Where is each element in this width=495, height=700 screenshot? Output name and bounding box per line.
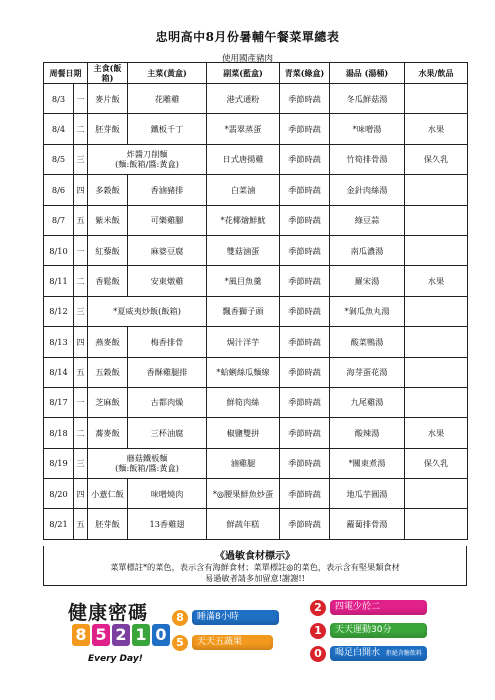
cell-fruit [405,387,468,417]
cell-side: 白菜滷 [207,175,280,205]
health-banner [60,596,440,686]
cell-veg: 季節時蔬 [280,327,330,357]
cell-weekday: 三 [74,144,88,174]
cell-veg: 季節時蔬 [280,114,330,144]
item-number: 0 [310,646,326,662]
table-row [44,479,468,509]
cell-veg: 季節時蔬 [280,509,330,539]
cell-soup: 綠豆蒜 [330,205,405,235]
cell-date: 8/10 [44,235,74,265]
cell-veg: 季節時蔬 [280,205,330,235]
cell-main: 香酥雞腿排 [128,357,207,387]
merged-line2: (麵:飯箱/醬:黃盒) [115,159,179,170]
table-row [44,175,468,205]
cell-side: 焗汁洋芋 [207,327,280,357]
cell-veg: 季節時蔬 [280,144,330,174]
cell-merged-staple-main [88,448,207,478]
table-row [44,114,468,144]
cell-fruit: 水果 [405,266,468,296]
cell-fruit [405,205,468,235]
item-number: 8 [172,610,188,626]
table-row [44,235,468,265]
cell-date: 8/12 [44,296,74,326]
cell-weekday: 二 [74,418,88,448]
menu-body [44,84,468,540]
table-row [44,509,468,539]
cell-weekday: 四 [74,479,88,509]
cell-side: *翡翠蒸蛋 [207,114,280,144]
cell-side: 飄香獅子頭 [207,296,280,326]
notice-line2: 易過敏者請多加留意!謝謝!! [205,573,305,583]
cell-main: 三杯油腐 [128,418,207,448]
item-label-extra: 拒絕含糖飲料 [385,650,422,657]
cell-soup: 酸菜鴨湯 [330,327,405,357]
cell-main: 麻婆豆腐 [128,235,207,265]
cell-side: *◎腰果鮮魚炒蛋 [207,479,280,509]
cell-date: 8/17 [44,387,74,417]
cell-fruit [405,296,468,326]
cell-veg: 季節時蔬 [280,266,330,296]
notice-line1: 菜單標註*的菜色，表示含有海鮮食材；菜單標註◎的菜色，表示含有堅果類食材 [110,562,400,572]
cell-veg: 季節時蔬 [280,448,330,478]
cell-staple: 胚芽飯 [88,114,128,144]
cell-weekday: 二 [74,114,88,144]
page-subtitle: 使用國產豬肉 [221,54,273,64]
logo-digit: 5 [92,624,110,646]
cell-date: 8/5 [44,144,74,174]
item-label-text: 喝足白開水 [335,648,381,658]
cell-fruit: 水果 [405,418,468,448]
cell-staple: 紫米飯 [88,205,128,235]
cell-soup: 冬瓜鮮菇湯 [330,84,405,114]
header-staple: 主食(飯箱) [88,63,128,84]
logo-digit: 2 [112,624,130,646]
cell-main: 香滷豬排 [128,175,207,205]
cell-weekday: 二 [74,266,88,296]
item-label: 四電少於二 [330,600,427,615]
cell-soup: *剝瓜魚丸湯 [330,296,405,326]
cell-staple: 五穀飯 [88,357,128,387]
menu-table [43,62,468,540]
cell-fruit: 保久乳 [405,448,468,478]
cell-veg: 季節時蔬 [280,296,330,326]
cell-staple: 胚芽飯 [88,509,128,539]
cell-date: 8/6 [44,175,74,205]
header-date: 周餐日期 [44,63,88,84]
cell-fruit: 保久乳 [405,144,468,174]
page-title: 忠明高中8月份暑輔午餐菜單總表 [155,30,340,44]
cell-fruit [405,327,468,357]
header-main: 主菜(黃盒) [128,63,207,84]
cell-fruit [405,479,468,509]
table-row [44,266,468,296]
cell-date: 8/21 [44,509,74,539]
cell-weekday: 一 [74,235,88,265]
cell-weekday: 三 [74,296,88,326]
cell-main: 花雕雞 [128,84,207,114]
cell-soup: *味噌湯 [330,114,405,144]
header-side: 副菜(藍盒) [207,63,280,84]
cell-side: 雙菇滷蛋 [207,235,280,265]
cell-date: 8/14 [44,357,74,387]
cell-staple: 多穀飯 [88,175,128,205]
cell-merged-staple-main [88,296,207,326]
cell-soup: 酸辣湯 [330,418,405,448]
cell-side: 椒鹽雙拼 [207,418,280,448]
item-label: 天天運動30分 [330,623,427,638]
cell-side: 港式通粉 [207,84,280,114]
cell-main: 梅香排骨 [128,327,207,357]
cell-staple: 香鬆飯 [88,266,128,296]
cell-date: 8/19 [44,448,74,478]
cell-fruit: 水果 [405,114,468,144]
cell-main: 古都肉燥 [128,387,207,417]
cell-staple: 麥片飯 [88,84,128,114]
cell-veg: 季節時蔬 [280,235,330,265]
cell-fruit [405,235,468,265]
logo-digit: 0 [152,624,170,646]
item-number: 1 [310,623,326,639]
cell-side: *蛤蜊絲瓜麵線 [207,357,280,387]
cell-main: 安東燉雞 [128,266,207,296]
cell-weekday: 五 [74,357,88,387]
cell-fruit [405,175,468,205]
cell-staple: 小薏仁飯 [88,479,128,509]
cell-soup: 九尾雞湯 [330,387,405,417]
logo-digit: 1 [132,624,150,646]
cell-staple: 芝麻飯 [88,387,128,417]
cell-veg: 季節時蔬 [280,418,330,448]
cell-fruit [405,357,468,387]
logo-tagline: Every Day! [88,654,143,664]
logo-digit: 8 [72,624,90,646]
table-row [44,418,468,448]
cell-weekday: 五 [74,205,88,235]
cell-date: 8/11 [44,266,74,296]
cell-weekday: 五 [74,509,88,539]
item-label: 天天五蔬果 [192,635,273,650]
cell-staple: 燕麥飯 [88,327,128,357]
notice-title: 《過敏食材標示》 [215,551,295,562]
cell-veg: 季節時蔬 [280,387,330,417]
header-soup: 湯品 (湯桶) [330,63,405,84]
cell-main: 可樂雞腳 [128,205,207,235]
allergen-notice [43,546,467,586]
cell-date: 8/18 [44,418,74,448]
cell-soup: 蘿蔔排骨湯 [330,509,405,539]
cell-main: 鐵板千丁 [128,114,207,144]
table-row [44,327,468,357]
cell-soup: *關東煮湯 [330,448,405,478]
cell-side: *風目魚羹 [207,266,280,296]
header-fruit: 水果/飲品 [405,63,468,84]
cell-veg: 季節時蔬 [280,175,330,205]
cell-staple: 紅藜飯 [88,235,128,265]
item-label [330,646,427,661]
cell-weekday: 一 [74,387,88,417]
cell-soup: 地瓜芋圓湯 [330,479,405,509]
merged-line1: 炸醬刀削麵 [126,149,168,160]
table-row [44,357,468,387]
cell-weekday: 一 [74,84,88,114]
cell-soup: 南瓜濃湯 [330,235,405,265]
table-row [44,296,468,326]
logo-digits [72,624,172,646]
cell-fruit [405,84,468,114]
merged-line1: *夏威夷炒飯(飯箱) [113,306,181,317]
cell-side: 滷雞腿 [207,448,280,478]
cell-main: 味噌燒肉 [128,479,207,509]
cell-date: 8/20 [44,479,74,509]
cell-date: 8/7 [44,205,74,235]
cell-date: 8/4 [44,114,74,144]
cell-soup: 海芽蛋花湯 [330,357,405,387]
merged-line1: 蘑菇鐵板麵 [126,453,168,464]
cell-date: 8/3 [44,84,74,114]
table-row [44,84,468,114]
item-label: 睡滿8小時 [192,610,279,625]
table-row [44,387,468,417]
merged-line2: (麵:飯箱/醬:黃盒) [115,463,179,474]
cell-side: *花椰燴鮮魷 [207,205,280,235]
cell-veg: 季節時蔬 [280,84,330,114]
header-row [44,63,468,84]
cell-soup: 金針肉絲湯 [330,175,405,205]
header-veg: 青菜(綠盒) [280,63,330,84]
table-row [44,448,468,478]
cell-soup: 羅宋湯 [330,266,405,296]
cell-weekday: 四 [74,175,88,205]
item-number: 5 [172,635,188,651]
cell-soup: 竹筍排骨湯 [330,144,405,174]
table-row [44,205,468,235]
cell-side: 鮮筍肉絲 [207,387,280,417]
cell-staple: 蕎麥飯 [88,418,128,448]
cell-side: 日式唐揚雞 [207,144,280,174]
cell-weekday: 四 [74,327,88,357]
cell-fruit [405,509,468,539]
cell-weekday: 三 [74,448,88,478]
health-logo: 健康密碼 [68,602,149,624]
cell-veg: 季節時蔬 [280,479,330,509]
item-number: 2 [310,600,326,616]
cell-veg: 季節時蔬 [280,357,330,387]
cell-date: 8/13 [44,327,74,357]
table-row [44,144,468,174]
cell-side: 鮮蔬年糕 [207,509,280,539]
cell-main: 13香雞翅 [128,509,207,539]
cell-merged-staple-main [88,144,207,174]
